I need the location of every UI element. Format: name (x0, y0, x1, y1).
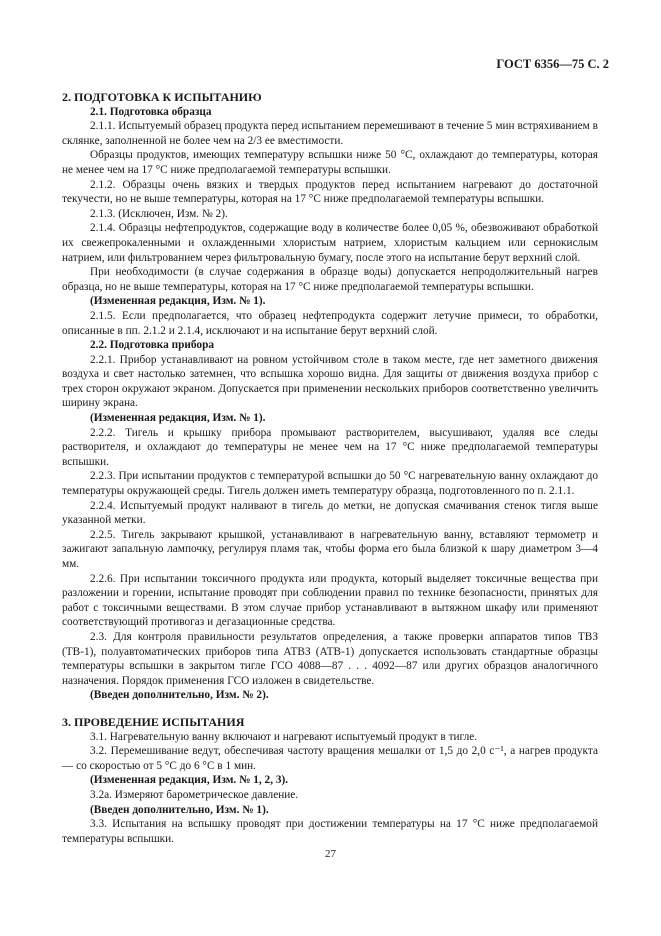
paragraph-2-1-1b: Образцы продуктов, имеющих температуру вспышки ниже 50 °С, охлаждают до температуры, которая не менее чем на 17 °С ниже предполагаемой температуры вспышки. (62, 149, 598, 176)
paragraph-2-2-6: 2.2.6. При испытании токсичного продукта или продукта, который выделяет токсичные вещества при разложении и горении, испытание проводят при соблюдении правил по технике безопасности, принятых для работ с токсичными веществами. В этом случае прибор устанавливают в вытяжном шкафу или применяют соответствующий противогаз и дегазационные средства. (62, 572, 598, 629)
paragraph-2-2-4: 2.2.4. Испытуемый продукт наливают в тигель до метки, не допуская смачивания стенок тигля выше указанной метки. (62, 499, 598, 527)
paragraph-3-2a: 3.2а. Измеряют барометрическое давление. (90, 788, 299, 801)
amendment-note: (Введен дополнительно, Изм. № 2). (90, 689, 269, 702)
amendment-note: (Измененная редакция, Изм. № 1, 2, 3). (90, 774, 289, 787)
paragraph-2-1-4: 2.1.4. Образцы нефтепродуктов, содержащие воду в количестве более 0,05 %, обезвоживают обработкой их свежепрокаленными и охлажденными хлористым натрием, хлористым кальцием или сернокислым натрием, или фильтрованием через фильтровальную бумагу, после этого на испытание берут верхний слой. (62, 222, 598, 264)
paragraph-3-2: 3.2. Перемешивание ведут, обеспечивая частоту вращения мешалки от 1,5 до 2,0 с⁻¹, а нагрев продукта — со скоростью от 5 °С до 6 °С в 1 мин. (62, 745, 598, 772)
paragraph-2-2-2: 2.2.2. Тигель и крышку прибора промывают растворителем, высушивают, удаляя все следы растворителя, и охлаждают до температуры не менее чем на 17 °С ниже предполагаемой температуры вспышки. (62, 426, 598, 468)
section-3-title: 3. ПРОВЕДЕНИЕ ИСПЫТАНИЯ (62, 714, 245, 729)
subsection-2-1-title: 2.1. Подготовка образца (90, 105, 212, 118)
paragraph-2-1-2: 2.1.2. Образцы очень вязких и твердых продуктов перед испытанием нагревают до достаточной текучести, но не выше температуры, которая на 17 °С ниже предполагаемой температуры вспышки. (62, 178, 598, 206)
subsection-2-2-title: 2.2. Подготовка прибора (90, 339, 215, 352)
document-body (62, 90, 598, 846)
page-number: 27 (325, 848, 336, 860)
paragraph-2-3: 2.3. Для контроля правильности результатов определения, а также проверки аппаратов типов ТВЗ (ТВ-1), полуавтоматических приборов типа АТВЗ (АТВ-1) допускается использовать стандартные образцы температуры вспышки в закрытом тигле ГСО 4088—87 . . . 4092—87 или других образцов аналогичного назначения. Порядок применения ГСО изложен в свидетельстве. (62, 630, 598, 687)
amendment-note: (Измененная редакция, Изм. № 1). (90, 295, 266, 308)
paragraph-3-3: 3.3. Испытания на вспышку проводят при достижении температуры на 17 °С ниже предполагаемой температуры вспышки. (62, 818, 598, 845)
paragraph-2-1-1: 2.1.1. Испытуемый образец продукта перед испытанием перемешивают в течение 5 мин встряхиванием в склянке, заполненной не более чем на 2/3 ее вместимости. (62, 120, 598, 147)
paragraph-2-1-5: 2.1.5. Если предполагается, что образец нефтепродукта содержит летучие примеси, то обработки, описанные в пп. 2.1.2 и 2.1.4, исключают и на испытание берут верхний слой. (62, 309, 598, 337)
paragraph-2-2-3: 2.2.3. При испытании продуктов с температурой вспышки до 50 °С нагревательную ванну охлаждают до температуры окружающей среды. Тигель должен иметь температуру образца, подготовленного по п. 2.1.1. (62, 470, 598, 498)
paragraph-2-1-4b: При необходимости (в случае содержания в образце воды) допускается непродолжительный нагрев образца, но не выше температуры, которая на 17 °С ниже предполагаемой температуры вспышки. (62, 266, 598, 293)
section-2-title: 2. ПОДГОТОВКА К ИСПЫТАНИЮ (62, 90, 262, 104)
paragraph-2-1-3: 2.1.3. (Исключен, Изм. № 2). (90, 207, 228, 220)
paragraph-3-1: 3.1. Нагревательную ванну включают и нагревают испытуемый продукт в тигле. (90, 730, 478, 743)
amendment-note: (Измененная редакция, Изм. № 1). (90, 412, 266, 425)
paragraph-2-2-1: 2.2.1. Прибор устанавливают на ровном устойчивом столе в таком месте, где нет заметного движения воздуха и свет настолько затемнен, что вспышка хорошо видна. Для защиты от движения воздуха прибор с трех сторон окружают экраном. Допускается при применении нескольких приборов соответственно увеличить ширину экрана. (62, 353, 598, 410)
section-spacer (62, 703, 598, 715)
paragraph-2-2-5: 2.2.5. Тигель закрывают крышкой, устанавливают в нагревательную ванну, вставляют термометр и зажигают запальную лампочку, регулируя пламя так, чтобы форма его была близкой к шару диаметром 3—4 мм. (62, 528, 598, 570)
amendment-note: (Введен дополнительно, Изм. № 1). (90, 803, 269, 816)
page-header: ГОСТ 6356—75 С. 2 (496, 57, 609, 71)
